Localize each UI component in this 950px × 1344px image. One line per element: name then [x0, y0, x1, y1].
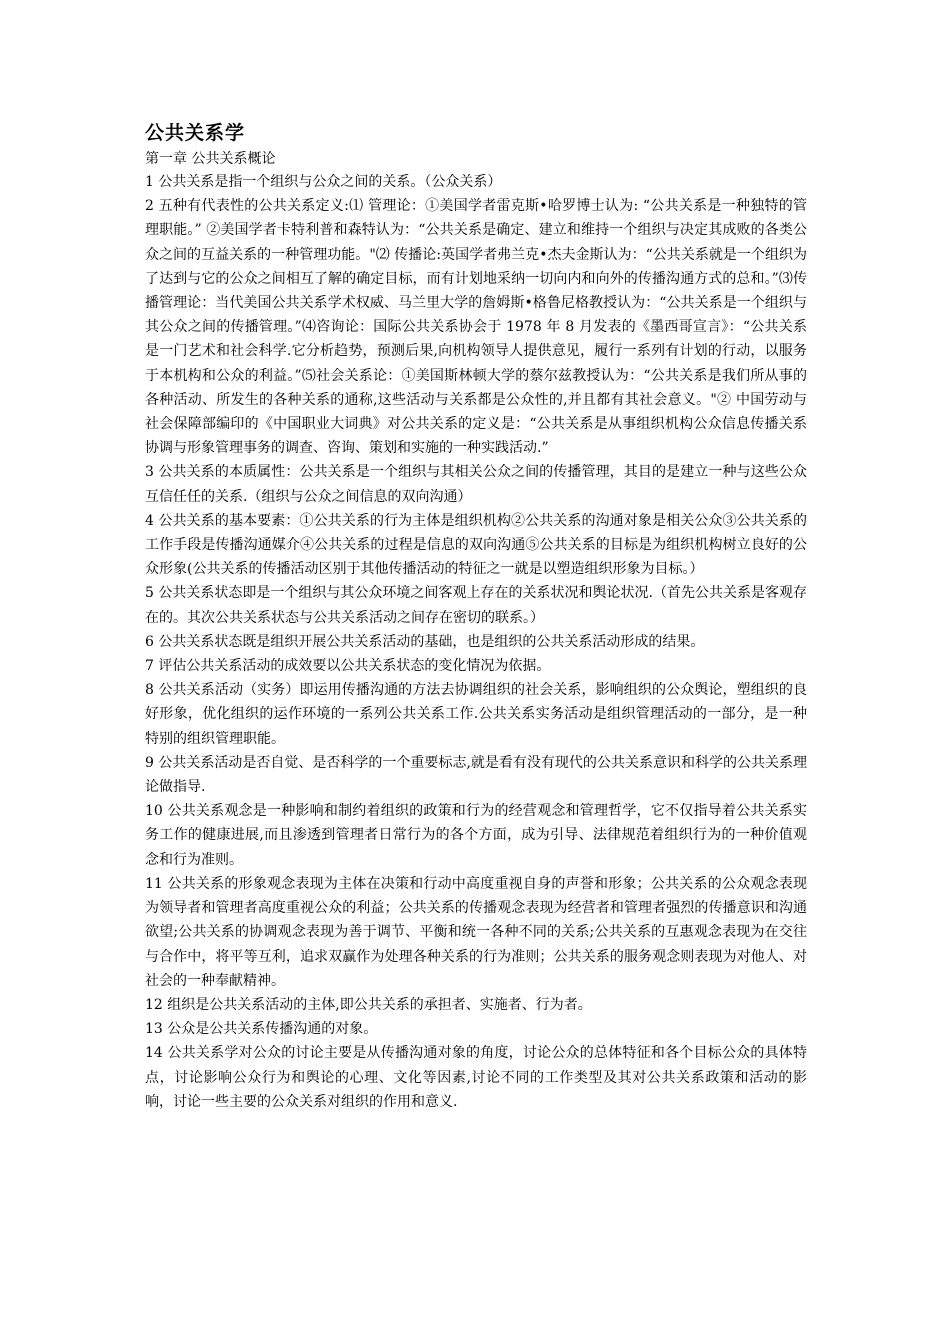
paragraph-1: 1 公共关系是指一个组织与公众之间的关系。（公众关系）	[145, 174, 502, 190]
paragraph-9: 9 公共关系活动是否自觉、是否科学的一个重要标志,就是看有没有现代的公共关系意识和科学的公共关系理论做指导.	[145, 754, 807, 796]
paragraph-2: 2 五种有代表性的公共关系定义:⑴ 管理论：①美国学者雷克斯•哈罗博士认为: “公共关系是一种独特的管理职能。” ②美国学者卡特利普和森特认为：“公共关系是确定、建立和维持一个组织与决定其成败的各类公众之间的互益关系的一种管理功能。"⑵ 传播论:英国学者弗兰克•杰夫金斯认为：“公共关系就是一个组织为了达到与它的公众之间相互了解的确定目标，而有计划地采纳一切向内和向外的传播沟通方式的总和。”⑶传播管理论：当代美国公共关系学术权威、马兰里大学的詹姆斯•格鲁尼格教授认为：“公共关系是一个组织与其公众之间的传播管理。”⑷咨询论：国际公共关系协会于 1978 年 8 月发表的《墨西哥宣言》：“公共关系是一门艺术和社会科学.它分析趋势，预测后果,向机构领导人提供意见，履行一系列有计划的行动，以服务于本机构和公众的利益。”⑸社会关系论：①美国斯林顿大学的蔡尔兹教授认为：“公共关系是我们所从事的各种活动、所发生的各种关系的通称,这些活动与关系都是公众性的,并且都有其社会意义。"② 中国劳动与社会保障部编印的《中国职业大词典》对公共关系的定义是：“公共关系是从事组织机构公众信息传播关系协调与形象管理事务的调查、咨询、策划和实施的一种实践活动.”	[145, 198, 807, 457]
paragraph-10: 10 公共关系观念是一种影响和制约着组织的政策和行为的经营观念和管理哲学，它不仅指导着公共关系实务工作的健康进展,而且渗透到管理者日常行为的各个方面，成为引导、法律规范着组织行为的一种价值观念和行为准则。	[145, 803, 807, 868]
paragraph-13: 13 公众是公共关系传播沟通的对象。	[145, 1021, 378, 1038]
document-title: 公共关系学	[145, 122, 246, 144]
paragraph-5: 5 公共关系状态即是一个组织与其公众环境之间客观上存在的关系状况和舆论状况.（首先公共关系是客观存在的。其次公共关系状态与公共关系活动之间存在密切的联系。）	[145, 585, 807, 626]
paragraph-4: 4 公共关系的基本要素：①公共关系的行为主体是组织机构②公共关系的沟通对象是相关公众③公共关系的工作手段是传播沟通媒介④公共关系的过程是信息的双向沟通⑤公共关系的目标是为组织机构树立良好的公众形象(公共关系的传播活动区别于其他传播活动的特征之一就是以塑造组织形象为目标。）	[145, 512, 807, 578]
chapter-heading: 第一章 公共关系概论	[145, 151, 276, 167]
paragraph-7: 7 评估公共关系活动的成效要以公共关系状态的变化情况为依据。	[145, 658, 551, 675]
paragraph-11: 11 公共关系的形象观念表现为主体在决策和行动中高度重视自身的声誉和形象；公共关系的公众观念表现为领导者和管理者高度重视公众的利益；公共关系的传播观念表现为经营者和管理者强烈的传播意识和沟通欲望;公共关系的协调观念表现为善于调节、平衡和统一各种不同的关系;公共关系的互惠观念表现为在交往与合作中，将平等互利，追求双赢作为处理各种关系的行为准则；公共关系的服务观念则表现为对他人、对社会的一种奉献精神。	[145, 875, 807, 989]
paragraph-3: 3 公共关系的本质属性：公共关系是一个组织与其相关公众之间的传播管理，其目的是建立一种与这些公众互信任任的关系.（组织与公众之间信息的双向沟通）	[145, 464, 807, 505]
paragraph-8: 8 公共关系活动（实务）即运用传播沟通的方法去协调组织的社会关系，影响组织的公众舆论，塑组织的良好形象，优化组织的运作环境的一系列公共关系工作.公共关系实务活动是组织管理活动的一部分，是一种特别的组织管理职能。	[145, 682, 807, 747]
paragraph-6: 6 公共关系状态既是组织开展公共关系活动的基础，也是组织的公共关系活动形成的结果。	[145, 633, 705, 650]
paragraph-12: 12 组织是公共关系活动的主体,即公共关系的承担者、实施者、行为者。	[145, 996, 592, 1013]
document-page	[145, 118, 807, 1114]
paragraph-14: 14 公共关系学对公众的讨论主要是从传播沟通对象的角度，讨论公众的总体特征和各个目标公众的具体特点，讨论影响公众行为和舆论的心理、文化等因素,讨论不同的工作类型及其对公共关系政策和活动的影响，讨论一些主要的公众关系对组织的作用和意义.	[145, 1045, 807, 1110]
